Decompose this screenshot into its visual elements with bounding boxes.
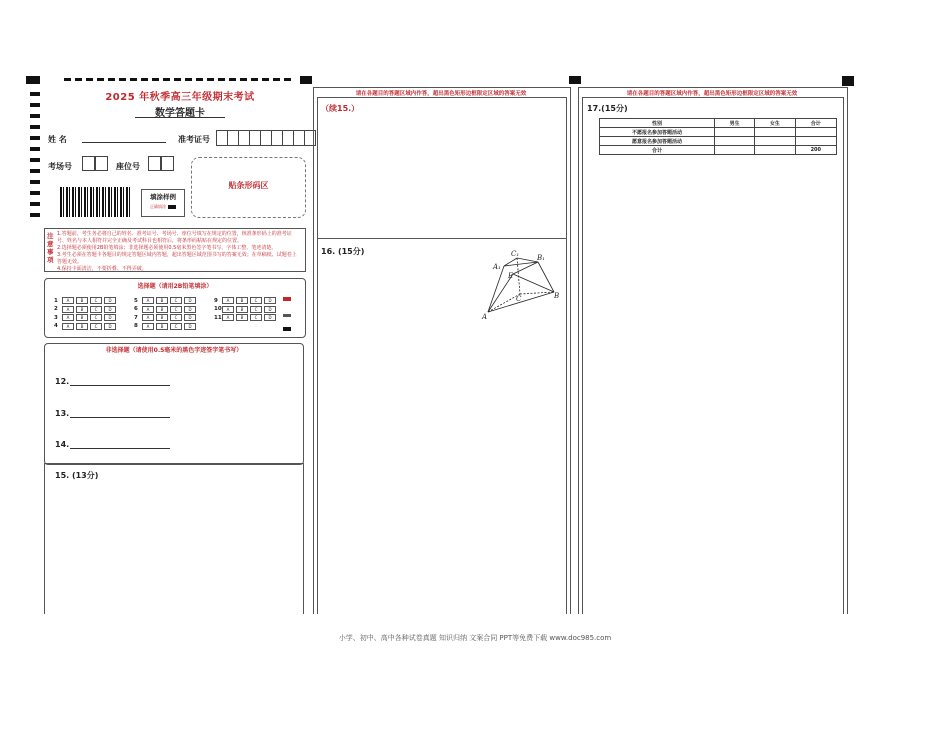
- blank-12-line[interactable]: [70, 385, 170, 386]
- table-header-cell: 女生: [755, 119, 795, 128]
- edge-B1-B: [538, 262, 554, 292]
- question-number: 10: [214, 306, 222, 312]
- top-dash-strip: [64, 78, 294, 81]
- option-bubble[interactable]: C: [90, 297, 102, 304]
- q15-answer-area[interactable]: [44, 463, 304, 614]
- label-A: A: [482, 313, 488, 321]
- question-number: 7: [134, 314, 138, 321]
- right-head: 请在各题目的答题区域内作答，超出黑色矩形边框限定区域的答案无效: [626, 91, 798, 97]
- name-field[interactable]: [82, 142, 166, 143]
- choice-row: [54, 306, 118, 313]
- timing-mark: [30, 147, 40, 151]
- name-label: 姓 名: [48, 135, 67, 144]
- timing-mark: [30, 202, 40, 206]
- question-number: 4: [54, 323, 58, 329]
- option-bubble[interactable]: B: [156, 297, 168, 304]
- option-bubble[interactable]: A: [62, 306, 74, 313]
- option-bubble[interactable]: C: [250, 297, 262, 304]
- question-number: 6: [134, 306, 138, 312]
- option-bubble[interactable]: A: [62, 323, 74, 330]
- notice-line-3: 3.考生必须在答题卡各题目的规定答题区域内答题，超出答题区域范围书写的答案无效；在草稿纸、试题卷上答题无效。: [57, 252, 297, 265]
- option-bubble[interactable]: A: [222, 306, 234, 313]
- option-bubble[interactable]: B: [236, 297, 248, 304]
- option-bubble[interactable]: D: [104, 323, 116, 330]
- option-bubble[interactable]: D: [184, 314, 196, 321]
- option-bubble[interactable]: B: [156, 323, 168, 330]
- choice-row: [134, 297, 198, 304]
- middle-divider: [317, 238, 567, 239]
- question-number: 8: [134, 323, 138, 329]
- option-bubble[interactable]: D: [104, 306, 116, 313]
- notice-lines: [57, 231, 301, 273]
- question-number: 2: [54, 306, 58, 312]
- q16-label: 16. (15分): [321, 247, 365, 256]
- table-cell[interactable]: [715, 137, 755, 146]
- table-cell[interactable]: [755, 137, 795, 146]
- option-bubble[interactable]: A: [62, 297, 74, 304]
- question-number: 5: [134, 297, 138, 304]
- notice-line-1: 1.答题前，考生务必将自己的姓名、准考证号、考场号、座位号填写在规定的位置，核准条形码上的准考证号、姓名与本人相符并完全正确及考试科目也相符后，将条形码粘贴在规定的位置。: [57, 231, 292, 244]
- notice-line-2: 2.选择题必须使用2B铅笔填涂；非选择题必须使用0.5毫米黑色签字笔书写，字体工整、笔迹清楚。: [57, 245, 277, 251]
- edge-A-A1: [488, 266, 504, 312]
- corner-marker-right: [842, 76, 854, 86]
- option-bubble[interactable]: A: [222, 314, 234, 321]
- table-cell: 不愿报名参加答题活动: [600, 128, 715, 137]
- table-cell[interactable]: [795, 137, 836, 146]
- choice-row: [214, 306, 278, 313]
- choice-row: [214, 297, 278, 304]
- gray-mark: [283, 314, 291, 317]
- table-cell[interactable]: [795, 128, 836, 137]
- footer-text: 小学、初中、高中各种试卷真题 知识归纳 文案合同 PPT等免费下载 www.doc985.com: [338, 634, 612, 642]
- option-bubble[interactable]: A: [62, 314, 74, 321]
- timing-mark: [30, 103, 40, 107]
- option-bubble[interactable]: D: [184, 306, 196, 313]
- red-mark: [283, 297, 291, 301]
- room-box-2[interactable]: [94, 156, 108, 171]
- table-row: [600, 137, 837, 146]
- option-bubble[interactable]: C: [90, 306, 102, 313]
- question-number: 3: [54, 314, 58, 321]
- blank-14-line[interactable]: [70, 448, 170, 449]
- label-E: E: [508, 272, 514, 280]
- timing-mark: [30, 213, 40, 217]
- black-mark: [283, 327, 291, 331]
- table-cell: 愿意报名参加答题活动: [600, 137, 715, 146]
- notice-line-4: 4.保持卡面清洁，不要折叠、不得弄破。: [57, 266, 147, 272]
- table-header-cell: 合计: [795, 119, 836, 128]
- option-bubble[interactable]: C: [250, 314, 262, 321]
- card-subtitle: 数学答题卡: [155, 108, 205, 119]
- middle-head: 请在各题目的答题区域内作答，超出黑色矩形边框限定区域的答案无效: [355, 91, 527, 97]
- option-bubble[interactable]: D: [264, 306, 276, 313]
- label-B: B: [554, 292, 560, 300]
- notice-box: [44, 228, 306, 272]
- option-bubble[interactable]: C: [170, 306, 182, 313]
- label-A1: A₁: [493, 263, 501, 271]
- table-header-cell: 性别: [600, 119, 715, 128]
- edge-C1-B1: [517, 258, 538, 262]
- timing-mark: [30, 92, 40, 96]
- table-cell[interactable]: [755, 146, 795, 155]
- option-bubble[interactable]: C: [90, 314, 102, 321]
- correct-fill-label: 正确填涂: [150, 204, 166, 209]
- timing-mark: [30, 169, 40, 173]
- option-bubble[interactable]: A: [142, 323, 154, 330]
- exam-title: 2025 年秋季高三年级期末考试: [105, 92, 255, 103]
- fill-sample-box: [141, 189, 185, 217]
- table-header-row: [600, 119, 837, 128]
- corner-marker-left: [26, 76, 40, 84]
- q17-label: 17.(15分): [587, 104, 628, 113]
- seat-label: 座位号: [116, 162, 140, 171]
- nonchoice-section: [44, 343, 304, 465]
- timing-mark: [30, 125, 40, 129]
- blank-12-label: 12.: [55, 377, 70, 386]
- fill-sample-label: 填涂样例: [150, 193, 176, 201]
- choice-title: 选择题（请用2B铅笔填涂）: [137, 283, 213, 290]
- q17-table: [599, 118, 837, 155]
- timing-mark: [30, 136, 40, 140]
- option-bubble[interactable]: B: [76, 314, 88, 321]
- option-bubble[interactable]: C: [250, 306, 262, 313]
- option-bubble[interactable]: A: [142, 314, 154, 321]
- choice-row: [214, 314, 278, 321]
- right-inner: [582, 97, 844, 614]
- choice-row: [54, 297, 118, 304]
- option-bubble[interactable]: D: [184, 297, 196, 304]
- choice-row: [134, 314, 198, 321]
- option-bubble[interactable]: B: [236, 306, 248, 313]
- corner-marker-mid-right: [569, 76, 581, 84]
- q16-figure: [480, 246, 560, 321]
- choice-row: [54, 314, 118, 321]
- barcode-sticker-area[interactable]: [191, 157, 306, 218]
- table-row: [600, 128, 837, 137]
- table-cell[interactable]: [715, 128, 755, 137]
- option-bubble[interactable]: C: [90, 323, 102, 330]
- q15-continued-label: （续15.）: [321, 104, 360, 113]
- option-bubble[interactable]: A: [142, 297, 154, 304]
- seat-box-2[interactable]: [160, 156, 174, 171]
- option-bubble[interactable]: D: [184, 323, 196, 330]
- timing-mark: [30, 180, 40, 184]
- blank-13-line[interactable]: [70, 417, 170, 418]
- choice-row: [54, 323, 118, 330]
- table-cell: 200: [795, 146, 836, 155]
- option-bubble[interactable]: C: [170, 323, 182, 330]
- question-number: 9: [214, 297, 218, 304]
- option-bubble[interactable]: D: [104, 314, 116, 321]
- option-bubble[interactable]: C: [170, 314, 182, 321]
- table-cell: 合计: [600, 146, 715, 155]
- timing-mark: [30, 158, 40, 162]
- room-label: 考场号: [48, 162, 72, 171]
- blank-14-label: 14.: [55, 440, 70, 449]
- table-row: [600, 146, 837, 155]
- option-bubble[interactable]: C: [170, 297, 182, 304]
- timing-mark: [30, 191, 40, 195]
- table-cell[interactable]: [715, 146, 755, 155]
- label-C1: C₁: [511, 250, 520, 258]
- barcode-area-label: 贴条形码区: [228, 181, 269, 190]
- question-number: 1: [54, 297, 58, 304]
- q15-label: 15. (13分): [55, 471, 99, 480]
- option-bubble[interactable]: B: [156, 306, 168, 313]
- nonchoice-title: 非选择题（请使用0.5毫米的黑色字迹签字笔书写）: [105, 347, 243, 354]
- option-bubble[interactable]: D: [104, 297, 116, 304]
- label-C: C: [516, 295, 522, 303]
- timing-mark: [30, 114, 40, 118]
- blank-13-label: 13.: [55, 409, 70, 418]
- choice-row: [134, 306, 198, 313]
- choice-row: [134, 323, 198, 330]
- option-bubble[interactable]: B: [156, 314, 168, 321]
- option-bubble[interactable]: B: [76, 297, 88, 304]
- option-bubble[interactable]: D: [264, 297, 276, 304]
- filled-mark: [168, 205, 176, 209]
- subtitle-underline: [135, 117, 225, 118]
- option-bubble[interactable]: B: [76, 306, 88, 313]
- notice-label: 注意事项: [47, 232, 54, 264]
- option-bubble[interactable]: A: [222, 297, 234, 304]
- barcode: [60, 187, 132, 217]
- option-bubble[interactable]: D: [264, 314, 276, 321]
- id-label: 准考证号: [178, 135, 210, 144]
- option-bubble[interactable]: B: [76, 323, 88, 330]
- table-cell[interactable]: [755, 128, 795, 137]
- question-number: 11: [214, 314, 222, 321]
- middle-inner: [317, 97, 567, 614]
- option-bubble[interactable]: B: [236, 314, 248, 321]
- label-B1: B₁: [537, 254, 545, 262]
- table-header-cell: 男生: [715, 119, 755, 128]
- corner-marker-mid-left: [300, 76, 312, 84]
- option-bubble[interactable]: A: [142, 306, 154, 313]
- id-number-cells[interactable]: [217, 130, 316, 146]
